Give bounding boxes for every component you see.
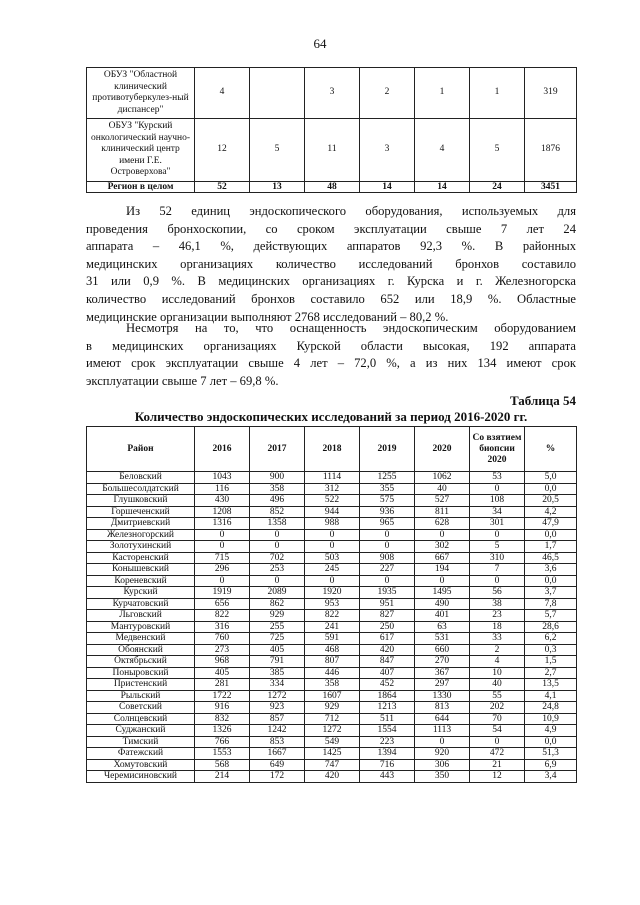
value-cell: 0 <box>470 736 525 748</box>
value-cell: 716 <box>360 759 415 771</box>
value-cell: 316 <box>195 621 250 633</box>
value-cell: 3,7 <box>525 587 577 599</box>
value-cell: 3,4 <box>525 771 577 783</box>
value-cell: 0 <box>415 529 470 541</box>
value-cell: 527 <box>415 495 470 507</box>
value-cell: 811 <box>415 506 470 518</box>
value-cell: 56 <box>470 587 525 599</box>
value-cell: 172 <box>250 771 305 783</box>
value-cell: 54 <box>470 725 525 737</box>
value-cell: 452 <box>360 679 415 691</box>
value-cell: 55 <box>470 690 525 702</box>
value-cell: 253 <box>250 564 305 576</box>
value-cell: 420 <box>305 771 360 783</box>
value-cell: 760 <box>195 633 250 645</box>
table-row <box>87 667 577 679</box>
organization-cell: ОБУЗ "Курский онкологический научно-клинический центр имени Г.Е. Островерхова" <box>87 119 195 182</box>
total-value-cell: 24 <box>470 181 525 192</box>
value-cell: 24,8 <box>525 702 577 714</box>
paragraph-bronchoscopy <box>86 203 576 326</box>
value-cell: 503 <box>305 552 360 564</box>
value-cell: 358 <box>305 679 360 691</box>
value-cell: 2 <box>470 644 525 656</box>
value-cell: 807 <box>305 656 360 668</box>
value-cell: 40 <box>415 483 470 495</box>
table-row <box>87 633 577 645</box>
value-cell: 929 <box>305 702 360 714</box>
value-cell: 0 <box>415 736 470 748</box>
paragraph-equipment-age <box>86 320 576 390</box>
table-row <box>87 644 577 656</box>
value-cell: 1062 <box>415 472 470 484</box>
value-cell: 923 <box>250 702 305 714</box>
value-cell: 712 <box>305 713 360 725</box>
table-row <box>87 119 577 182</box>
value-cell: 23 <box>470 610 525 622</box>
value-cell: 862 <box>250 598 305 610</box>
table-row <box>87 529 577 541</box>
value-cell: 46,5 <box>525 552 577 564</box>
value-cell: 1208 <box>195 506 250 518</box>
value-cell: 852 <box>250 506 305 518</box>
table-row <box>87 690 577 702</box>
district-cell: Советский <box>87 702 195 714</box>
value-cell: 1919 <box>195 587 250 599</box>
value-cell: 766 <box>195 736 250 748</box>
value-cell: 1,7 <box>525 541 577 553</box>
value-cell: 0,0 <box>525 736 577 748</box>
main-table-body <box>87 472 577 783</box>
bronchoscopy-equipment-table <box>86 67 577 193</box>
value-cell: 0 <box>470 529 525 541</box>
value-cell: 0,3 <box>525 644 577 656</box>
value-cell: 617 <box>360 633 415 645</box>
value-cell: 644 <box>415 713 470 725</box>
value-cell: 5,0 <box>525 472 577 484</box>
column-header: Район <box>87 427 195 472</box>
value-cell: 951 <box>360 598 415 610</box>
value-cell: 301 <box>470 518 525 530</box>
value-cell: 1554 <box>360 725 415 737</box>
value-cell: 1 <box>415 68 470 119</box>
value-cell: 965 <box>360 518 415 530</box>
value-cell: 1255 <box>360 472 415 484</box>
value-cell: 250 <box>360 621 415 633</box>
district-cell: Пристенский <box>87 679 195 691</box>
table-row <box>87 679 577 691</box>
value-cell: 0 <box>305 575 360 587</box>
value-cell: 531 <box>415 633 470 645</box>
district-cell: Хомутовский <box>87 759 195 771</box>
value-cell: 1495 <box>415 587 470 599</box>
value-cell: 1722 <box>195 690 250 702</box>
district-cell: Кореневский <box>87 575 195 587</box>
value-cell: 255 <box>250 621 305 633</box>
value-cell: 0 <box>470 483 525 495</box>
value-cell: 1,5 <box>525 656 577 668</box>
value-cell <box>250 68 305 119</box>
value-cell: 296 <box>195 564 250 576</box>
value-cell: 0,0 <box>525 529 577 541</box>
value-cell: 20,5 <box>525 495 577 507</box>
table-row <box>87 713 577 725</box>
district-cell: Беловский <box>87 472 195 484</box>
value-cell: 0 <box>250 575 305 587</box>
value-cell: 1553 <box>195 748 250 760</box>
total-value-cell: 3451 <box>525 181 577 192</box>
value-cell: 0,0 <box>525 483 577 495</box>
table-row <box>87 610 577 622</box>
value-cell: 847 <box>360 656 415 668</box>
total-value-cell: 48 <box>305 181 360 192</box>
table-row <box>87 541 577 553</box>
district-cell: Фатежский <box>87 748 195 760</box>
text-line: эксплуатации свыше 7 лет – 69,8 %. <box>86 373 279 388</box>
value-cell: 575 <box>360 495 415 507</box>
value-cell: 40 <box>470 679 525 691</box>
value-cell: 306 <box>415 759 470 771</box>
value-cell: 6,2 <box>525 633 577 645</box>
text-line: Несмотря на то, что оснащенность эндоскопическим оборудованием <box>126 321 576 335</box>
table-row <box>87 598 577 610</box>
text-line: медицинские организации выполняют 2768 исследований – 80,2 %. <box>86 309 449 324</box>
value-cell: 591 <box>305 633 360 645</box>
district-cell: Медвенский <box>87 633 195 645</box>
value-cell: 628 <box>415 518 470 530</box>
value-cell: 310 <box>470 552 525 564</box>
value-cell: 1242 <box>250 725 305 737</box>
value-cell: 702 <box>250 552 305 564</box>
value-cell: 3 <box>305 68 360 119</box>
value-cell: 312 <box>305 483 360 495</box>
value-cell: 355 <box>360 483 415 495</box>
value-cell: 51,3 <box>525 748 577 760</box>
value-cell: 0 <box>305 529 360 541</box>
column-header: 2016 <box>195 427 250 472</box>
value-cell: 853 <box>250 736 305 748</box>
value-cell: 319 <box>525 68 577 119</box>
value-cell: 12 <box>470 771 525 783</box>
value-cell: 549 <box>305 736 360 748</box>
value-cell: 1935 <box>360 587 415 599</box>
value-cell: 725 <box>250 633 305 645</box>
total-label-cell: Регион в целом <box>87 181 195 192</box>
column-header: Со взятием биопсии 2020 <box>470 427 525 472</box>
value-cell: 0 <box>195 541 250 553</box>
value-cell: 1920 <box>305 587 360 599</box>
table-header-row <box>87 427 577 472</box>
table-row <box>87 506 577 518</box>
text-line: имеют срок эксплуатации свыше 4 лет – 72,0 %, а из них 134 имеют срок <box>86 356 576 371</box>
value-cell: 420 <box>360 644 415 656</box>
value-cell: 747 <box>305 759 360 771</box>
value-cell: 116 <box>195 483 250 495</box>
value-cell: 5 <box>470 541 525 553</box>
district-cell: Касторенский <box>87 552 195 564</box>
table-row <box>87 736 577 748</box>
text-line: медицинских организациях количество исследований бронхов составило <box>86 256 576 271</box>
value-cell: 194 <box>415 564 470 576</box>
value-cell: 273 <box>195 644 250 656</box>
value-cell: 656 <box>195 598 250 610</box>
district-cell: Суджанский <box>87 725 195 737</box>
total-value-cell: 14 <box>360 181 415 192</box>
value-cell: 28,6 <box>525 621 577 633</box>
value-cell: 108 <box>470 495 525 507</box>
value-cell: 18 <box>470 621 525 633</box>
value-cell: 241 <box>305 621 360 633</box>
district-cell: Обоянский <box>87 644 195 656</box>
value-cell: 4 <box>470 656 525 668</box>
value-cell: 1394 <box>360 748 415 760</box>
text-line: в медицинских организациях Курской области высокая, 192 аппарата <box>86 338 576 353</box>
value-cell: 443 <box>360 771 415 783</box>
text-line: аппарата – 46,1 %, действующих аппаратов 92,3 %. В районных <box>86 239 576 254</box>
table-row <box>87 483 577 495</box>
value-cell: 405 <box>250 644 305 656</box>
value-cell: 0 <box>360 575 415 587</box>
total-row <box>87 181 577 192</box>
value-cell: 0 <box>250 541 305 553</box>
value-cell: 385 <box>250 667 305 679</box>
value-cell: 34 <box>470 506 525 518</box>
column-header: 2019 <box>360 427 415 472</box>
value-cell: 715 <box>195 552 250 564</box>
total-value-cell: 14 <box>415 181 470 192</box>
value-cell: 407 <box>360 667 415 679</box>
value-cell: 245 <box>305 564 360 576</box>
value-cell: 334 <box>250 679 305 691</box>
value-cell: 929 <box>250 610 305 622</box>
value-cell: 813 <box>415 702 470 714</box>
value-cell: 302 <box>415 541 470 553</box>
district-cell: Льговский <box>87 610 195 622</box>
value-cell: 10 <box>470 667 525 679</box>
value-cell: 13,5 <box>525 679 577 691</box>
value-cell: 1114 <box>305 472 360 484</box>
value-cell: 468 <box>305 644 360 656</box>
value-cell: 297 <box>415 679 470 691</box>
value-cell: 0 <box>470 575 525 587</box>
value-cell: 53 <box>470 472 525 484</box>
value-cell: 405 <box>195 667 250 679</box>
district-cell: Дмитриевский <box>87 518 195 530</box>
value-cell: 649 <box>250 759 305 771</box>
value-cell: 1607 <box>305 690 360 702</box>
district-cell: Черемисиновский <box>87 771 195 783</box>
value-cell: 3,6 <box>525 564 577 576</box>
value-cell: 0 <box>250 529 305 541</box>
district-cell: Солнцевский <box>87 713 195 725</box>
table-row <box>87 575 577 587</box>
value-cell: 1326 <box>195 725 250 737</box>
table-row <box>87 656 577 668</box>
value-cell: 0 <box>360 529 415 541</box>
value-cell: 223 <box>360 736 415 748</box>
value-cell: 0 <box>195 575 250 587</box>
value-cell: 791 <box>250 656 305 668</box>
value-cell: 908 <box>360 552 415 564</box>
value-cell: 401 <box>415 610 470 622</box>
column-header: % <box>525 427 577 472</box>
district-cell: Большесолдатский <box>87 483 195 495</box>
district-cell: Глушковский <box>87 495 195 507</box>
value-cell: 4,1 <box>525 690 577 702</box>
table-row <box>87 564 577 576</box>
value-cell: 936 <box>360 506 415 518</box>
value-cell: 1213 <box>360 702 415 714</box>
value-cell: 1876 <box>525 119 577 182</box>
value-cell: 472 <box>470 748 525 760</box>
table-row <box>87 702 577 714</box>
value-cell: 0 <box>360 541 415 553</box>
value-cell: 568 <box>195 759 250 771</box>
table-row <box>87 518 577 530</box>
table-title: Количество эндоскопических исследований за период 2016-2020 гг. <box>134 409 528 424</box>
table-row <box>87 725 577 737</box>
value-cell: 953 <box>305 598 360 610</box>
value-cell: 38 <box>470 598 525 610</box>
value-cell: 1272 <box>305 725 360 737</box>
column-header: 2020 <box>415 427 470 472</box>
value-cell: 968 <box>195 656 250 668</box>
value-cell: 4,2 <box>525 506 577 518</box>
value-cell: 2,7 <box>525 667 577 679</box>
text-line: 31 или 0,9 %. В медицинских организациях г. Курска и г. Железногорска <box>86 274 576 289</box>
text-line: Из 52 единиц эндоскопического оборудования, используемых для <box>126 204 576 218</box>
value-cell: 3 <box>360 119 415 182</box>
column-header: 2017 <box>250 427 305 472</box>
table-label: Таблица 54 <box>509 393 576 408</box>
value-cell: 358 <box>250 483 305 495</box>
value-cell: 1425 <box>305 748 360 760</box>
district-cell: Курский <box>87 587 195 599</box>
total-value-cell: 13 <box>250 181 305 192</box>
district-cell: Горшеченский <box>87 506 195 518</box>
table-row <box>87 587 577 599</box>
value-cell: 10,9 <box>525 713 577 725</box>
district-cell: Рыльский <box>87 690 195 702</box>
value-cell: 1272 <box>250 690 305 702</box>
value-cell: 1358 <box>250 518 305 530</box>
value-cell: 430 <box>195 495 250 507</box>
value-cell: 832 <box>195 713 250 725</box>
value-cell: 63 <box>415 621 470 633</box>
district-cell: Курчатовский <box>87 598 195 610</box>
value-cell: 47,9 <box>525 518 577 530</box>
table-row <box>87 68 577 119</box>
value-cell: 12 <box>195 119 250 182</box>
top-table-body <box>87 68 577 193</box>
value-cell: 822 <box>305 610 360 622</box>
value-cell: 6,9 <box>525 759 577 771</box>
value-cell: 281 <box>195 679 250 691</box>
value-cell: 944 <box>305 506 360 518</box>
organization-cell: ОБУЗ "Областной клинический противотуберкулез-ный диспансер" <box>87 68 195 119</box>
value-cell: 33 <box>470 633 525 645</box>
value-cell: 4 <box>415 119 470 182</box>
value-cell: 21 <box>470 759 525 771</box>
value-cell: 0,0 <box>525 575 577 587</box>
total-value-cell: 52 <box>195 181 250 192</box>
value-cell: 70 <box>470 713 525 725</box>
value-cell: 7,8 <box>525 598 577 610</box>
value-cell: 367 <box>415 667 470 679</box>
table-row <box>87 552 577 564</box>
value-cell: 270 <box>415 656 470 668</box>
table-row <box>87 495 577 507</box>
district-cell: Мантуровский <box>87 621 195 633</box>
value-cell: 5,7 <box>525 610 577 622</box>
value-cell: 2089 <box>250 587 305 599</box>
value-cell: 0 <box>195 529 250 541</box>
value-cell: 214 <box>195 771 250 783</box>
district-cell: Поныровский <box>87 667 195 679</box>
value-cell: 0 <box>415 575 470 587</box>
value-cell: 7 <box>470 564 525 576</box>
endoscopy-studies-table <box>86 426 577 783</box>
value-cell: 1 <box>470 68 525 119</box>
value-cell: 857 <box>250 713 305 725</box>
value-cell: 490 <box>415 598 470 610</box>
value-cell: 496 <box>250 495 305 507</box>
district-cell: Октябрьский <box>87 656 195 668</box>
value-cell: 202 <box>470 702 525 714</box>
value-cell: 4 <box>195 68 250 119</box>
value-cell: 1113 <box>415 725 470 737</box>
value-cell: 5 <box>250 119 305 182</box>
value-cell: 1330 <box>415 690 470 702</box>
value-cell: 522 <box>305 495 360 507</box>
value-cell: 5 <box>470 119 525 182</box>
value-cell: 1316 <box>195 518 250 530</box>
value-cell: 827 <box>360 610 415 622</box>
value-cell: 660 <box>415 644 470 656</box>
value-cell: 667 <box>415 552 470 564</box>
table-row <box>87 621 577 633</box>
table-row <box>87 759 577 771</box>
value-cell: 227 <box>360 564 415 576</box>
value-cell: 511 <box>360 713 415 725</box>
district-cell: Железногорский <box>87 529 195 541</box>
value-cell: 11 <box>305 119 360 182</box>
value-cell: 1667 <box>250 748 305 760</box>
value-cell: 988 <box>305 518 360 530</box>
value-cell: 1864 <box>360 690 415 702</box>
value-cell: 900 <box>250 472 305 484</box>
value-cell: 920 <box>415 748 470 760</box>
table-row <box>87 472 577 484</box>
district-cell: Конышевский <box>87 564 195 576</box>
table-row <box>87 771 577 783</box>
value-cell: 4,9 <box>525 725 577 737</box>
value-cell: 1043 <box>195 472 250 484</box>
value-cell: 822 <box>195 610 250 622</box>
column-header: 2018 <box>305 427 360 472</box>
text-line: количество исследований бронхов составило 652 или 18,9 %. Областные <box>86 291 576 306</box>
district-cell: Золотухинский <box>87 541 195 553</box>
value-cell: 916 <box>195 702 250 714</box>
text-line: проведения бронхоскопии, со сроком эксплуатации свыше 7 лет 24 <box>86 221 576 236</box>
value-cell: 350 <box>415 771 470 783</box>
value-cell: 446 <box>305 667 360 679</box>
district-cell: Тимский <box>87 736 195 748</box>
value-cell: 0 <box>305 541 360 553</box>
page-number: 64 <box>313 36 327 51</box>
value-cell: 2 <box>360 68 415 119</box>
table-row <box>87 748 577 760</box>
